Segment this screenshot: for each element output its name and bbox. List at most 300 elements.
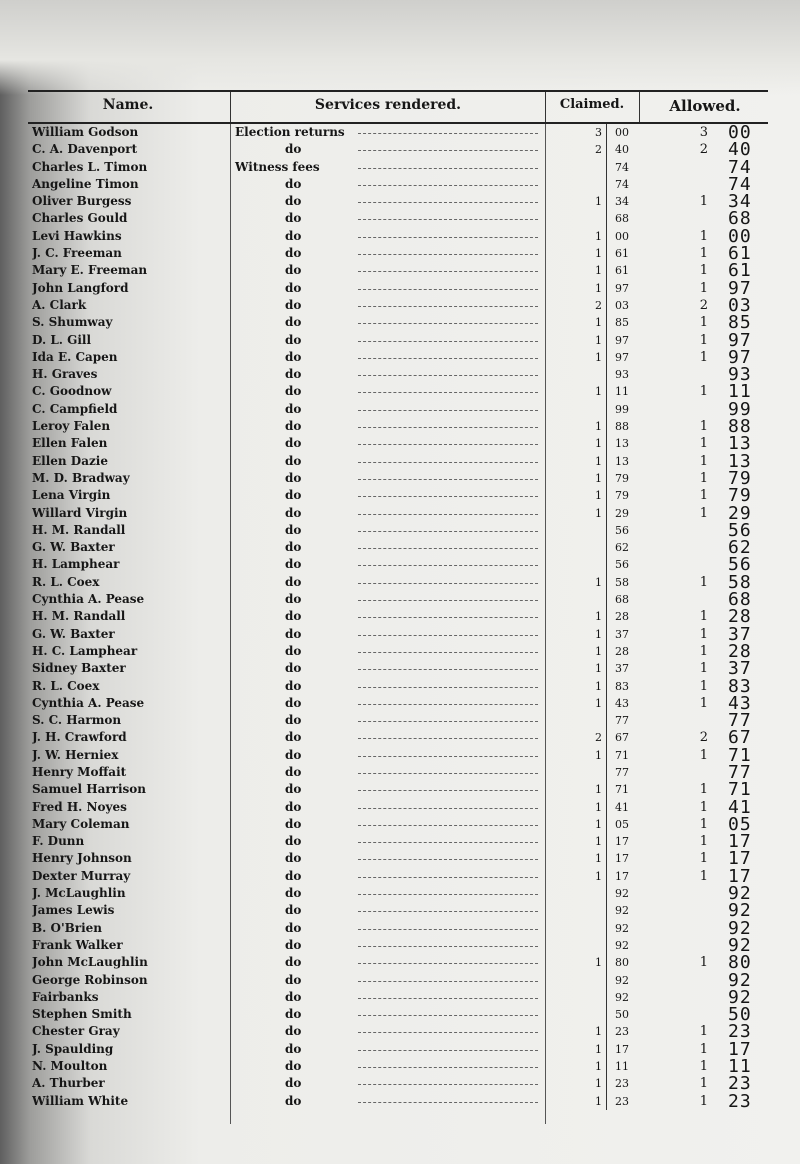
row-service: do [285, 488, 302, 503]
table-row [28, 675, 768, 697]
row-service: do [285, 297, 302, 312]
row-claimed-dollars: 1 [595, 852, 602, 866]
ledger-table [28, 90, 768, 1110]
row-name: Henry Moffait [32, 764, 127, 779]
row-allowed-cents: 74 [728, 156, 752, 178]
row-name: Cynthia A. Pease [32, 592, 145, 607]
table-row [28, 156, 768, 178]
row-service: do [285, 643, 302, 658]
row-claimed-dollars: 1 [595, 1060, 602, 1074]
dotted-leader [358, 981, 538, 982]
table-row [28, 243, 768, 265]
table-row [28, 294, 768, 316]
row-service: do [285, 1093, 302, 1108]
row-claimed-cents: 83 [606, 678, 631, 695]
row-service: do [285, 470, 302, 485]
row-claimed-cents: 29 [606, 505, 631, 522]
dotted-leader [358, 375, 538, 376]
row-name: S. C. Harmon [32, 713, 122, 728]
row-service: do [285, 868, 302, 883]
table-row [28, 208, 768, 230]
row-claimed-dollars: 1 [595, 454, 602, 468]
dotted-leader [358, 738, 538, 739]
row-claimed-cents: 11 [606, 1058, 631, 1075]
row-allowed-cents: 56 [728, 519, 752, 541]
row-service: do [285, 263, 302, 278]
row-allowed-dollars: 1 [699, 488, 708, 504]
header-allowed: Allowed. [669, 97, 741, 115]
row-claimed-cents: 74 [606, 176, 631, 193]
row-service: do [285, 384, 302, 399]
table-row [28, 139, 768, 161]
row-allowed-cents: 92 [728, 883, 752, 905]
table-row [28, 1038, 768, 1060]
row-service: do [285, 851, 302, 866]
row-claimed-dollars: 3 [595, 126, 602, 139]
table-row [28, 1073, 768, 1095]
row-allowed-cents: 43 [728, 692, 752, 714]
row-allowed-dollars: 1 [699, 280, 708, 296]
row-allowed-dollars: 1 [699, 1076, 708, 1092]
table-row [28, 640, 768, 662]
row-service: do [285, 972, 302, 987]
row-allowed-cents: 77 [728, 761, 752, 783]
row-claimed-cents: 92 [606, 885, 631, 902]
dotted-leader [358, 496, 538, 497]
row-service: do [285, 419, 302, 434]
row-claimed-cents: 99 [606, 401, 631, 418]
row-name: James Lewis [32, 903, 115, 918]
table-row [28, 346, 768, 368]
row-allowed-cents: 74 [728, 173, 752, 195]
row-allowed-cents: 71 [728, 779, 752, 801]
row-claimed-dollars: 1 [595, 350, 602, 364]
dotted-leader [358, 756, 538, 757]
row-claimed-cents: 23 [606, 1093, 631, 1110]
table-row [28, 917, 768, 939]
row-service: do [285, 695, 302, 710]
row-claimed-cents: 97 [606, 280, 631, 297]
dotted-leader [358, 652, 538, 653]
row-claimed-cents: 17 [606, 868, 631, 885]
row-allowed-cents: 13 [728, 450, 752, 472]
row-service: do [285, 574, 302, 589]
row-service: do [285, 592, 302, 607]
row-claimed-dollars: 1 [595, 575, 602, 589]
row-allowed-dollars: 1 [699, 1041, 708, 1057]
dotted-leader [358, 704, 538, 705]
row-name: J. C. Freeman [32, 246, 122, 261]
row-service: do [285, 799, 302, 814]
row-allowed-cents: 62 [728, 537, 752, 559]
table-row [28, 969, 768, 991]
row-service: do [285, 816, 302, 831]
row-allowed-dollars: 1 [699, 661, 708, 677]
row-name: Stephen Smith [32, 1007, 132, 1022]
table-row [28, 952, 768, 974]
row-service: do [285, 989, 302, 1004]
row-allowed-cents: 34 [728, 191, 752, 213]
row-claimed-cents: 67 [606, 729, 631, 746]
row-name: Henry Johnson [32, 851, 132, 866]
row-name: Ellen Dazie [32, 453, 108, 468]
row-service: do [285, 713, 302, 728]
row-claimed-cents: 17 [606, 833, 631, 850]
dotted-leader [358, 410, 538, 411]
row-service: do [285, 453, 302, 468]
row-name: N. Moulton [32, 1059, 108, 1074]
row-claimed-cents: 61 [606, 262, 631, 279]
row-name: J. H. Crawford [32, 730, 127, 745]
table-row [28, 1021, 768, 1043]
row-claimed-cents: 05 [606, 816, 631, 833]
table-row [28, 900, 768, 922]
table-row [28, 606, 768, 628]
table-row [28, 225, 768, 247]
row-name: Ida E. Capen [32, 349, 118, 364]
dotted-leader [358, 133, 538, 134]
row-service: do [285, 782, 302, 797]
row-name: J. McLaughlin [32, 886, 126, 901]
row-service: do [285, 764, 302, 779]
row-claimed-cents: 92 [606, 902, 631, 919]
row-service: do [285, 522, 302, 537]
row-name: George Robinson [32, 972, 148, 987]
dotted-leader [358, 289, 538, 290]
row-name: H. M. Randall [32, 609, 126, 624]
row-claimed-cents: 92 [606, 989, 631, 1006]
row-claimed-cents: 77 [606, 764, 631, 781]
row-claimed-cents: 97 [606, 332, 631, 349]
row-claimed-cents: 03 [606, 297, 631, 314]
row-allowed-cents: 28 [728, 606, 752, 628]
dotted-leader [358, 237, 538, 238]
dotted-leader [358, 877, 538, 878]
row-allowed-dollars: 1 [699, 470, 708, 486]
row-allowed-cents: 77 [728, 710, 752, 732]
row-allowed-cents: 13 [728, 433, 752, 455]
row-claimed-cents: 71 [606, 781, 631, 798]
row-service: do [285, 1007, 302, 1022]
row-name: Angeline Timon [32, 176, 139, 191]
table-row [28, 848, 768, 870]
row-claimed-cents: 17 [606, 1041, 631, 1058]
table-row [28, 191, 768, 213]
row-allowed-cents: 92 [728, 900, 752, 922]
row-claimed-cents: 93 [606, 366, 631, 383]
dotted-leader [358, 514, 538, 515]
row-claimed-cents: 80 [606, 954, 631, 971]
dotted-leader [358, 998, 538, 999]
row-claimed-cents: 17 [606, 850, 631, 867]
row-service: do [285, 332, 302, 347]
row-allowed-cents: 40 [728, 139, 752, 161]
dotted-leader [358, 911, 538, 912]
row-allowed-cents: 37 [728, 658, 752, 680]
table-body [28, 124, 768, 1110]
row-claimed-cents: 62 [606, 539, 631, 556]
row-claimed-dollars: 1 [595, 869, 602, 883]
dotted-leader [358, 271, 538, 272]
row-allowed-dollars: 1 [699, 263, 708, 279]
row-name: R. L. Coex [32, 678, 100, 693]
row-claimed-cents: 28 [606, 643, 631, 660]
row-service: do [285, 211, 302, 226]
dotted-leader [358, 635, 538, 636]
table-header [28, 90, 768, 124]
row-service: do [285, 626, 302, 641]
row-claimed-dollars: 1 [595, 506, 602, 520]
row-allowed-dollars: 1 [699, 695, 708, 711]
dotted-leader [358, 859, 538, 860]
row-service: do [285, 315, 302, 330]
table-row [28, 589, 768, 611]
dotted-leader [358, 462, 538, 463]
dotted-leader [358, 1015, 538, 1016]
row-allowed-cents: 11 [728, 1056, 752, 1078]
row-allowed-dollars: 1 [699, 1093, 708, 1109]
row-service: do [285, 436, 302, 451]
row-service: do [285, 142, 302, 157]
row-service: do [285, 194, 302, 209]
row-allowed-cents: 05 [728, 813, 752, 835]
table-row [28, 658, 768, 680]
row-name: Frank Walker [32, 937, 123, 952]
row-allowed-dollars: 1 [699, 574, 708, 590]
row-allowed-dollars: 3 [699, 125, 708, 140]
row-claimed-cents: 92 [606, 920, 631, 937]
table-row [28, 416, 768, 438]
row-allowed-cents: 23 [728, 1090, 752, 1112]
row-claimed-dollars: 1 [595, 610, 602, 624]
row-service: do [285, 280, 302, 295]
row-name: Leroy Falen [32, 419, 111, 434]
row-name: Mary Coleman [32, 816, 130, 831]
dotted-leader [358, 341, 538, 342]
dotted-leader [358, 479, 538, 480]
table-row [28, 761, 768, 783]
row-claimed-dollars: 1 [595, 471, 602, 485]
table-row [28, 1004, 768, 1026]
row-name: Chester Gray [32, 1024, 120, 1039]
row-allowed-dollars: 1 [699, 782, 708, 798]
row-allowed-cents: 61 [728, 243, 752, 265]
dotted-leader [358, 548, 538, 549]
row-service: do [285, 557, 302, 572]
row-service: do [285, 176, 302, 191]
row-claimed-cents: 00 [606, 228, 631, 245]
row-name: A. Clark [32, 297, 87, 312]
row-service: do [285, 955, 302, 970]
dotted-leader [358, 825, 538, 826]
dotted-leader [358, 323, 538, 324]
table-row [28, 779, 768, 801]
row-claimed-dollars: 1 [595, 316, 602, 330]
dotted-leader [358, 565, 538, 566]
page-shade [0, 0, 800, 95]
row-claimed-cents: 79 [606, 487, 631, 504]
row-allowed-dollars: 2 [699, 297, 708, 313]
row-service: do [285, 1024, 302, 1039]
row-name: Mary E. Freeman [32, 263, 148, 278]
table-row [28, 934, 768, 956]
row-service: do [285, 246, 302, 261]
row-allowed-dollars: 2 [699, 142, 708, 158]
row-claimed-cents: 37 [606, 626, 631, 643]
row-claimed-dollars: 1 [595, 333, 602, 347]
row-claimed-cents: 85 [606, 314, 631, 331]
row-allowed-cents: 67 [728, 727, 752, 749]
dotted-leader [358, 790, 538, 791]
row-allowed-cents: 23 [728, 1073, 752, 1095]
row-name: C. A. Davenport [32, 142, 138, 157]
dotted-leader [358, 254, 538, 255]
row-name: John Langford [32, 280, 129, 295]
row-allowed-cents: 41 [728, 796, 752, 818]
row-claimed-dollars: 1 [595, 437, 602, 451]
dotted-leader [358, 894, 538, 895]
row-claimed-cents: 56 [606, 556, 631, 573]
row-service: do [285, 937, 302, 952]
table-row [28, 173, 768, 195]
dotted-leader [358, 1050, 538, 1051]
table-row [28, 537, 768, 559]
row-allowed-cents: 17 [728, 865, 752, 887]
row-claimed-dollars: 1 [595, 1042, 602, 1056]
table-row [28, 623, 768, 645]
row-service: do [285, 886, 302, 901]
row-allowed-cents: 11 [728, 381, 752, 403]
row-claimed-cents: 68 [606, 591, 631, 608]
row-claimed-cents: 43 [606, 695, 631, 712]
row-allowed-cents: 88 [728, 416, 752, 438]
row-service: do [285, 540, 302, 555]
dotted-leader [358, 392, 538, 393]
row-allowed-cents: 00 [728, 225, 752, 247]
table-row [28, 1056, 768, 1078]
table-row [28, 433, 768, 455]
row-allowed-cents: 97 [728, 346, 752, 368]
table-row [28, 381, 768, 403]
header-divider [545, 92, 546, 122]
dotted-leader [358, 202, 538, 203]
row-allowed-cents: 92 [728, 934, 752, 956]
row-name: C. Goodnow [32, 384, 112, 399]
row-name: Fred H. Noyes [32, 799, 127, 814]
row-allowed-dollars: 1 [699, 246, 708, 262]
dotted-leader [358, 842, 538, 843]
table-row [28, 519, 768, 541]
row-claimed-dollars: 1 [595, 662, 602, 676]
row-allowed-dollars: 1 [699, 1059, 708, 1075]
row-claimed-dollars: 1 [595, 800, 602, 814]
row-claimed-dollars: 2 [595, 298, 602, 312]
dotted-leader [358, 185, 538, 186]
row-claimed-cents: 77 [606, 712, 631, 729]
header-name: Name. [102, 97, 154, 113]
row-claimed-cents: 41 [606, 799, 631, 816]
dotted-leader [358, 1102, 538, 1103]
dotted-leader [358, 531, 538, 532]
row-name: Oliver Burgess [32, 194, 132, 209]
row-service: do [285, 1041, 302, 1056]
row-claimed-cents: 28 [606, 608, 631, 625]
row-name: Lena Virgin [32, 488, 111, 503]
dotted-leader [358, 306, 538, 307]
table-row [28, 467, 768, 489]
row-claimed-cents: 00 [606, 124, 631, 141]
table-row [28, 260, 768, 282]
row-claimed-cents: 23 [606, 1023, 631, 1040]
dotted-leader [358, 150, 538, 151]
dotted-leader [358, 721, 538, 722]
row-allowed-cents: 80 [728, 952, 752, 974]
row-allowed-cents: 97 [728, 329, 752, 351]
row-allowed-cents: 56 [728, 554, 752, 576]
row-allowed-cents: 68 [728, 589, 752, 611]
row-service: do [285, 903, 302, 918]
row-service: Election returns [235, 125, 345, 139]
row-claimed-dollars: 1 [595, 956, 602, 970]
row-claimed-dollars: 1 [595, 783, 602, 797]
row-claimed-cents: 88 [606, 418, 631, 435]
row-service: Witness fees [235, 159, 320, 174]
row-name: S. Shumway [32, 315, 113, 330]
row-allowed-dollars: 1 [699, 194, 708, 210]
row-allowed-dollars: 1 [699, 436, 708, 452]
dotted-leader [358, 1084, 538, 1085]
row-claimed-dollars: 2 [595, 731, 602, 745]
table-row [28, 986, 768, 1008]
row-name: H. C. Lamphear [32, 643, 138, 658]
row-claimed-cents: 58 [606, 574, 631, 591]
dotted-leader [358, 583, 538, 584]
dotted-leader [358, 946, 538, 947]
row-claimed-cents: 61 [606, 245, 631, 262]
table-row [28, 571, 768, 593]
row-name: Willard Virgin [32, 505, 128, 520]
row-claimed-dollars: 1 [595, 489, 602, 503]
row-name: H. Graves [32, 367, 98, 382]
table-row [28, 485, 768, 507]
row-allowed-cents: 79 [728, 467, 752, 489]
row-service: do [285, 505, 302, 520]
table-row [28, 831, 768, 853]
row-allowed-dollars: 1 [699, 678, 708, 694]
row-service: do [285, 228, 302, 243]
dotted-leader [358, 168, 538, 169]
row-name: C. Campfield [32, 401, 118, 416]
row-allowed-dollars: 1 [699, 799, 708, 815]
table-row [28, 312, 768, 334]
table-row [28, 554, 768, 576]
row-claimed-cents: 13 [606, 453, 631, 470]
row-claimed-cents: 37 [606, 660, 631, 677]
row-name: B. O'Brien [32, 920, 103, 935]
row-claimed-cents: 68 [606, 210, 631, 227]
row-allowed-dollars: 1 [699, 419, 708, 435]
dotted-leader [358, 427, 538, 428]
row-claimed-cents: 92 [606, 972, 631, 989]
row-name: Ellen Falen [32, 436, 108, 451]
row-claimed-dollars: 1 [595, 696, 602, 710]
row-allowed-cents: 79 [728, 485, 752, 507]
table-row [28, 277, 768, 299]
row-name: William Godson [32, 125, 139, 139]
row-allowed-dollars: 1 [699, 868, 708, 884]
row-service: do [285, 730, 302, 745]
row-claimed-cents: 23 [606, 1075, 631, 1092]
